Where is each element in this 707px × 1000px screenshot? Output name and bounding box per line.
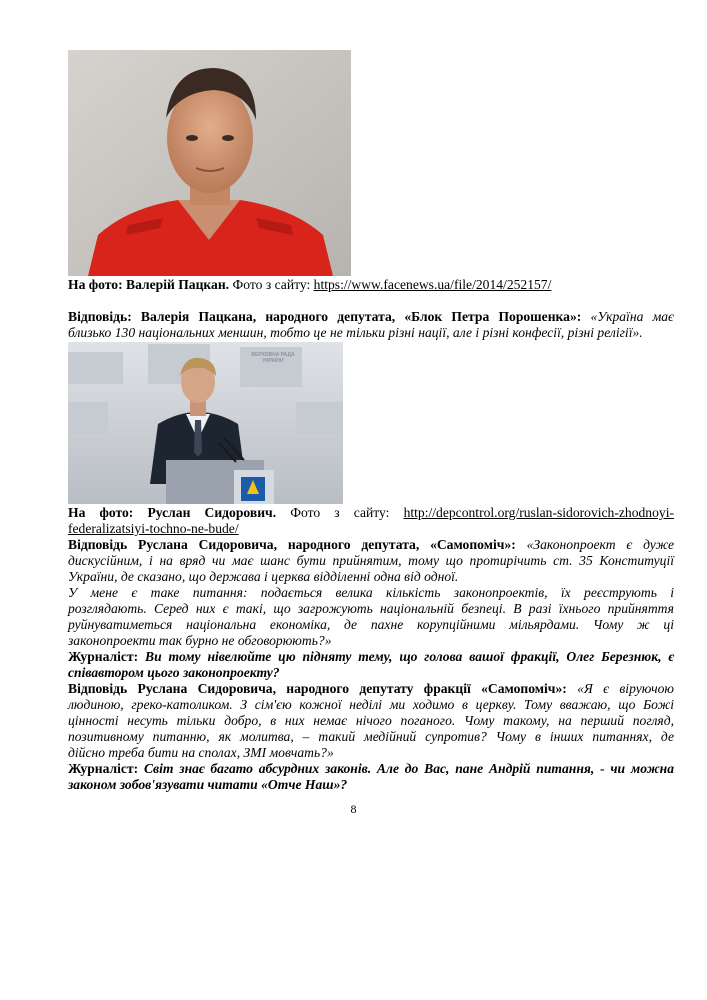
answer2-line6: руйнуватиметься національна економіка, де пахне корупційними мільярдами. Чому ж ці	[68, 617, 674, 632]
photo2-source-link-part2[interactable]: federalizatsiyi-tochno-ne-bude/	[68, 521, 239, 536]
answer3-quote-start: «Я є віруючою	[577, 681, 675, 696]
photo-sydorovych-podium	[68, 342, 343, 504]
photo2-source-link-part1[interactable]: http://depcontrol.org/ruslan-sidorovich-zhodnoyi-	[403, 505, 675, 520]
answer1-quote-start: «Україна має	[590, 309, 674, 324]
photo1-source-link[interactable]: https://www.facenews.ua/file/2014/252157/	[313, 277, 552, 292]
answer3-line4: позитивному питанню, як молитва, – такий медійний супротив? Чому в інших питаннях, де	[68, 729, 674, 744]
photo2-caption-line1	[68, 505, 674, 521]
answer2-line1	[68, 537, 674, 553]
portrait-illustration	[68, 50, 351, 276]
journalist1-label: Журналіст:	[68, 649, 139, 664]
podium-illustration	[68, 342, 343, 504]
answer2-line7: законопроекти так бурно не обговорюють?»	[68, 633, 332, 648]
photo1-caption-label: На фото: Валерій Пацкан.	[68, 277, 230, 292]
answer3-speaker: Відповідь Руслана Сидоровича, народного депутату фракції «Самопоміч»:	[68, 681, 567, 696]
journalist1-line2: співавтором цього законопроекту?	[68, 665, 280, 680]
answer1-line2: близько 130 національних меншин, тобто це не тільки різні нації, але і різні конфесії, різні релігії».	[68, 325, 643, 340]
portrait-photo-patskan	[68, 50, 351, 276]
answer2-quote-start: «Законопроект є дуже	[526, 537, 674, 552]
answer2-line5: розглядають. Серед них є такі, що загрожують національній безпеці. В разі їхнього прийняття	[68, 601, 674, 616]
journalist2-line1	[68, 761, 674, 777]
page-number: 8	[350, 802, 357, 816]
answer2-line4: У мене є таке питання: подається велика кількість законопроектів, їх реєструють і	[68, 585, 674, 600]
parliament-backdrop-label: ВЕРХОВНА РАДА УКРАЇНИ	[251, 352, 295, 364]
answer3-line1	[68, 681, 674, 697]
answer3-line3: цінності несуть тільки добро, в них немає нічого поганого. Чому такому, на перший погляд,	[68, 713, 674, 728]
answer2-speaker: Відповідь Руслана Сидоровича, народного депутата, «Самопоміч»:	[68, 537, 516, 552]
journalist2-line2: законом зобов'язувати читати «Отче Наш»?	[68, 777, 348, 792]
journalist2-label: Журналіст:	[68, 761, 139, 776]
journalist1-line1	[68, 649, 674, 665]
journalist1-question-start: Ви тому нівелюйте цю підняту тему, що голова вашої фракції, Олег Березнюк, є	[145, 649, 674, 664]
answer3-line5: дійсно треба бити на сполах, ЗМІ мовчать?»	[68, 745, 334, 760]
answer3-line2: людиною, греко-католиком. З сім'єю кожної неділі ми ходимо в церкву. Тому вважаю, що Божі	[68, 697, 674, 712]
photo2-caption-label: На фото: Руслан Сидорович.	[68, 505, 277, 520]
photo1-caption	[68, 277, 674, 293]
photo2-caption-line2	[68, 521, 674, 537]
photo1-caption-source: Фото з сайту:	[232, 277, 311, 292]
answer2-line2: дискусійним, і на вряд чи має шанс бути прийнятим, тому що протирічить ст. 35 Конституції	[68, 553, 674, 568]
answer2-line3: України, де сказано, що держава і церква відділенні одна від одної.	[68, 569, 459, 584]
answer1-line1	[68, 309, 674, 325]
answer1-speaker: Відповідь: Валерія Пацкана, народного депутата, «Блок Петра Порошенка»:	[68, 309, 582, 324]
photo2-caption-source: Фото з сайту:	[290, 505, 390, 520]
journalist2-question-start: Світ знає багато абсурдних законів. Але до Вас, пане Андрій питання, - чи можна	[143, 761, 674, 776]
